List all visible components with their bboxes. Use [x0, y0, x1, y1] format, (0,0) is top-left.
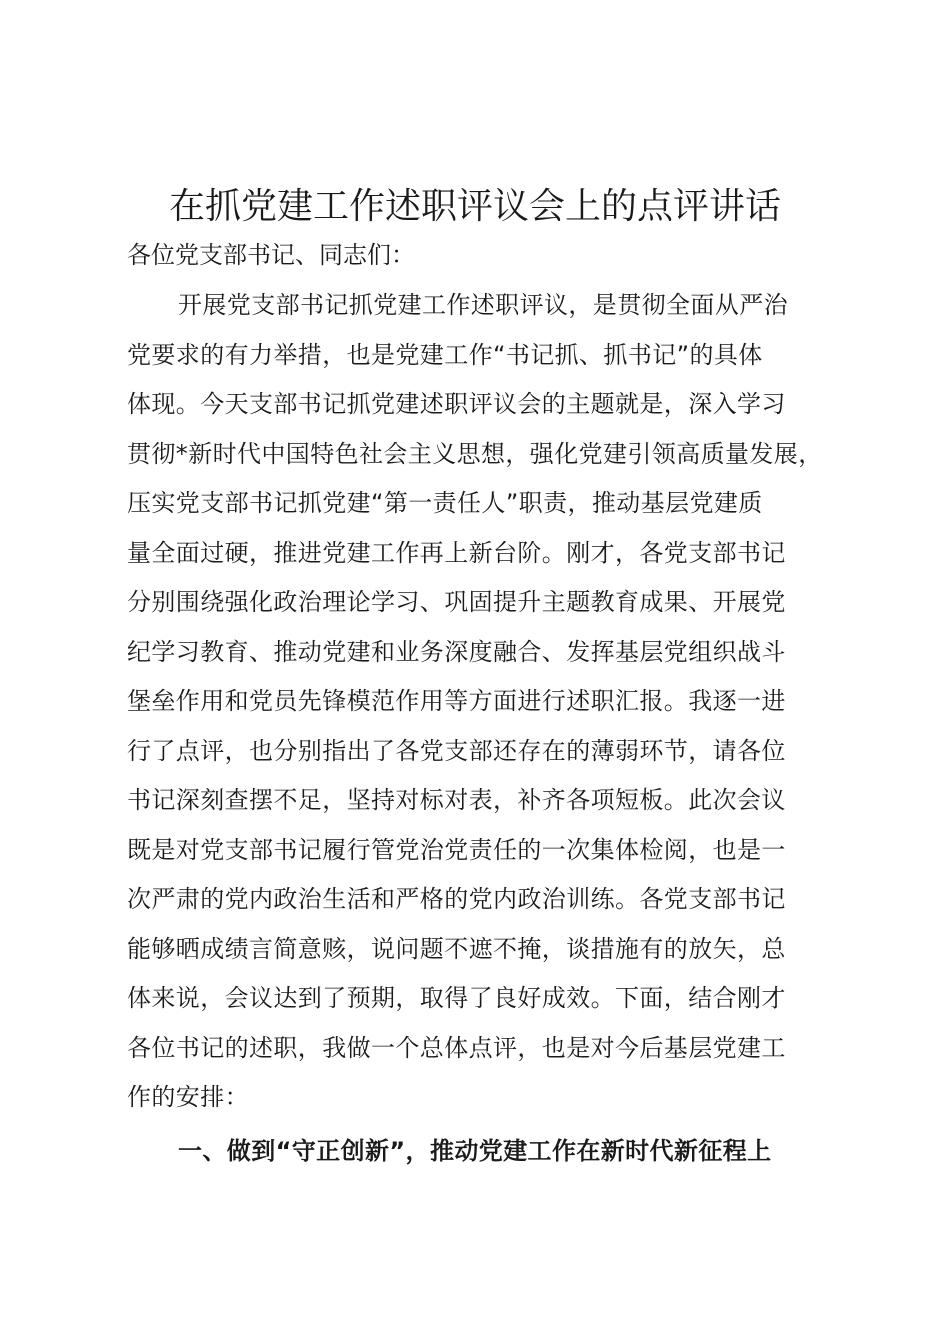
paragraph-line: 量全面过硬，推进党建工作再上新台阶。刚才，各党支部书记	[127, 538, 786, 567]
paragraph-line: 既是对党支部书记履行管党治党责任的一次集体检阅，也是一	[127, 835, 786, 864]
paragraph-line: 各位书记的述职，我做一个总体点评，也是对今后基层党建工	[127, 1033, 786, 1062]
paragraph-line: 贯彻*新时代中国特色社会主义思想，强化党建引领高质量发展，	[127, 439, 823, 468]
paragraph-line: 行了点评，也分别指出了各党支部还存在的薄弱环节，请各位	[127, 736, 786, 765]
paragraph-line: 体来说，会议达到了预期，取得了良好成效。下面，结合刚才	[127, 984, 786, 1012]
paragraph-line: 分别围绕强化政治理论学习、巩固提升主题教育成果、开展党	[127, 588, 786, 616]
paragraph-line: 体现。今天支部书记抓党建述职评议会的主题就是，深入学习	[127, 390, 786, 418]
paragraph-line: 党要求的有力举措，也是党建工作“书记抓、抓书记”的具体	[127, 340, 763, 369]
paragraph-line: 作的安排：	[127, 1083, 249, 1111]
paragraph-line: 能够晒成绩言简意赅，说问题不遮不掩，谈措施有的放矢，总	[127, 934, 786, 963]
paragraph-line: 书记深刻查摆不足，坚持对标对表，补齐各项短板。此次会议	[127, 786, 786, 814]
document-title: 在抓党建工作述职评议会上的点评讲话	[168, 186, 781, 227]
body-paragraph	[127, 281, 847, 1123]
paragraph-line: 次严肃的党内政治生活和严格的党内政治训练。各党支部书记	[127, 885, 786, 913]
salutation: 各位党支部书记、同志们：	[127, 241, 415, 269]
paragraph-line: 纪学习教育、推动党建和业务深度融合、发挥基层党组织战斗	[127, 637, 786, 666]
paragraph-line: 堡垒作用和党员先锋模范作用等方面进行述职汇报。我逐一进	[127, 687, 786, 715]
paragraph-line: 压实党支部书记抓党建“第一责任人”职责，推动基层党建质	[127, 489, 763, 517]
paragraph-line: 开展党支部书记抓党建工作述职评议，是贯彻全面从严治	[178, 291, 788, 319]
section-heading: 一、做到“守正创新”，推动党建工作在新时代新征程上	[178, 1137, 772, 1165]
